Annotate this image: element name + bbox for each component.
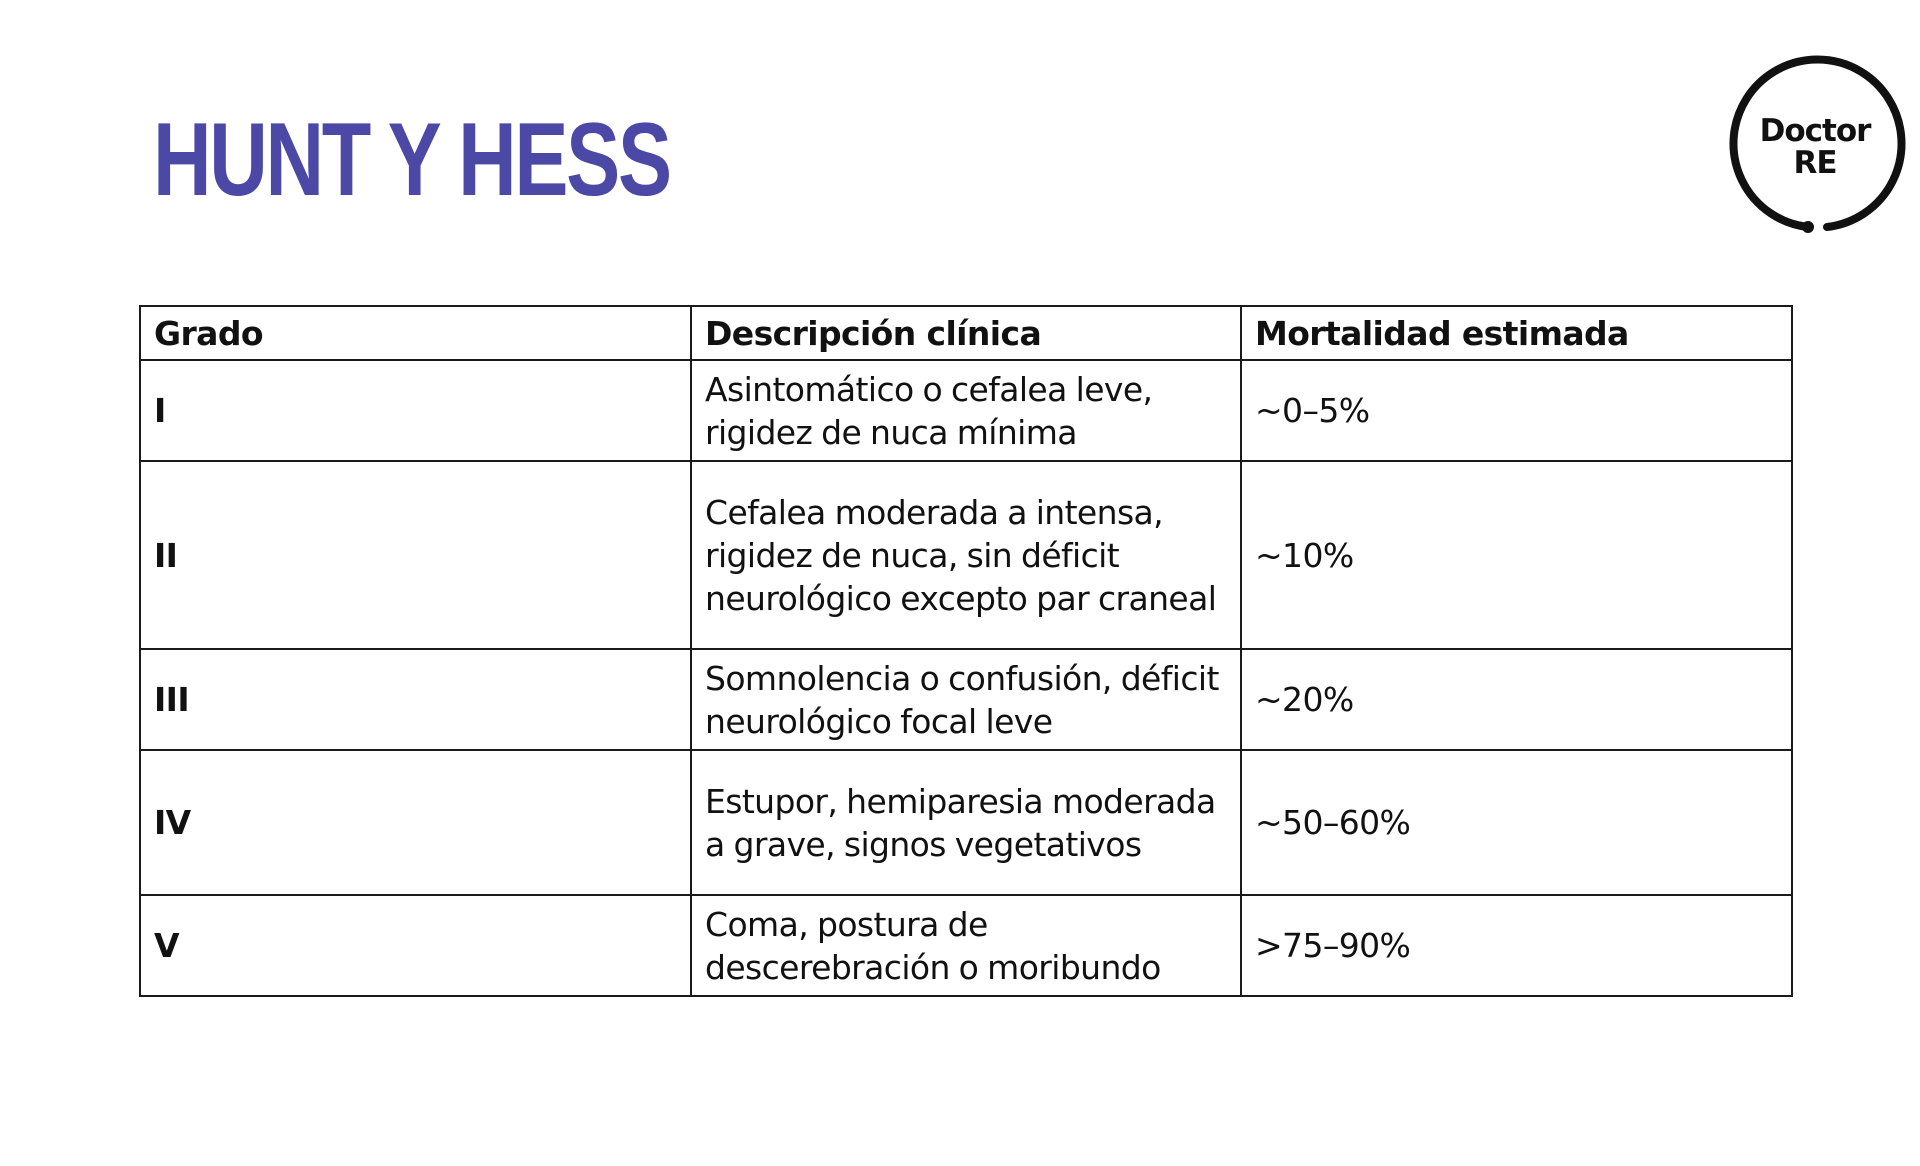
hunt-hess-table <box>139 305 1793 997</box>
table-header-row <box>140 306 1792 360</box>
table-row <box>140 750 1792 895</box>
doctor-re-logo <box>1724 55 1906 237</box>
page-title: HUNT Y HESS <box>153 102 670 218</box>
grade-cell: I <box>140 360 691 461</box>
table-row <box>140 895 1792 996</box>
logo-line-1: Doctor <box>1759 113 1871 149</box>
mortality-cell: ~20% <box>1241 649 1792 750</box>
description-cell: Asintomático o cefalea leve, rigidez de nuca mínima <box>691 360 1241 461</box>
grade-cell: IV <box>140 750 691 895</box>
description-cell: Cefalea moderada a intensa, rigidez de nuca, sin déficit neurológico excepto par craneal <box>691 461 1241 649</box>
grade-cell: V <box>140 895 691 996</box>
table-row <box>140 461 1792 649</box>
mortality-cell: ~0–5% <box>1241 360 1792 461</box>
mortality-cell: ~10% <box>1241 461 1792 649</box>
grade-cell: III <box>140 649 691 750</box>
grade-cell: II <box>140 461 691 649</box>
header-mortalidad: Mortalidad estimada <box>1241 306 1792 360</box>
description-cell: Somnolencia o confusión, déficit neurológico focal leve <box>691 649 1241 750</box>
description-cell: Coma, postura de descerebración o moribundo <box>691 895 1241 996</box>
mortality-cell: ~50–60% <box>1241 750 1792 895</box>
logo-text <box>1724 115 1906 179</box>
header-grado: Grado <box>140 306 691 360</box>
logo-line-2: RE <box>1793 145 1837 181</box>
table-row <box>140 649 1792 750</box>
description-cell: Estupor, hemiparesia moderada a grave, signos vegetativos <box>691 750 1241 895</box>
mortality-cell: >75–90% <box>1241 895 1792 996</box>
table-row <box>140 360 1792 461</box>
header-descripcion: Descripción clínica <box>691 306 1241 360</box>
